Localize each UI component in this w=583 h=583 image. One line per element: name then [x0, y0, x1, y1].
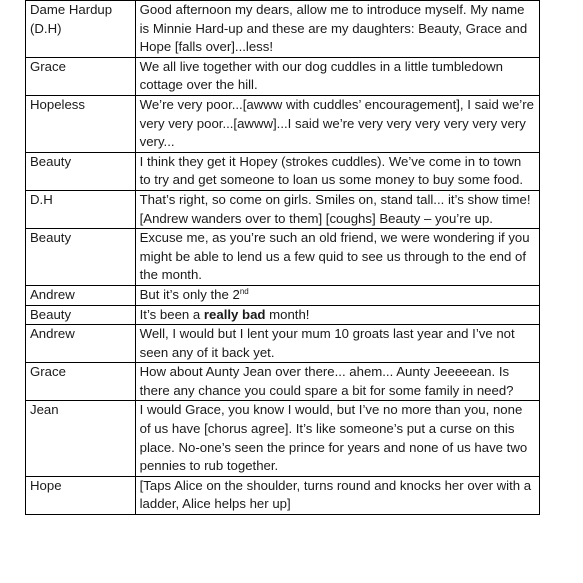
emphasis-text: really bad: [203, 306, 266, 322]
table-row: [26, 152, 540, 190]
speaker-name: Beauty: [26, 305, 136, 325]
table-row: [26, 1, 540, 58]
script-table: [25, 0, 540, 515]
dialogue-text: But it’s only the 2: [139, 286, 240, 302]
dialogue-line: [135, 305, 539, 325]
dialogue-line: We’re very poor...[awww with cuddles’ encouragement], I said we’re very very poor...[awww]...I said we’re very very very very very very very...: [135, 95, 539, 152]
table-row: [26, 285, 540, 305]
table-row: [26, 229, 540, 286]
dialogue-line: We all live together with our dog cuddles in a little tumbledown cottage over the hill.: [135, 57, 539, 95]
table-row: [26, 476, 540, 514]
dialogue-line: I think they get it Hopey (strokes cuddles). We’ve come in to town to try and get someone to loan us some money to buy some food.: [135, 152, 539, 190]
speaker-name: Beauty: [26, 152, 136, 190]
dialogue-line: That’s right, so come on girls. Smiles on, stand tall... it’s show time! [Andrew wanders over to them] [coughs] Beauty – you’re up.: [135, 190, 539, 228]
dialogue-line: Good afternoon my dears, allow me to introduce myself. My name is Minnie Hard-up and these are my daughters: Beauty, Grace and Hope [falls over]...less!: [135, 1, 539, 58]
dialogue-text: It’s been a: [139, 306, 204, 322]
dialogue-text: month!: [265, 306, 310, 322]
table-row: [26, 305, 540, 325]
speaker-name: D.H: [26, 190, 136, 228]
dialogue-line: Excuse me, as you’re such an old friend, we were wondering if you might be able to lend us a few quid to see us through to the end of the month.: [135, 229, 539, 286]
speaker-name: Andrew: [26, 325, 136, 363]
speaker-name: Hopeless: [26, 95, 136, 152]
table-row: [26, 190, 540, 228]
dialogue-line: How about Aunty Jean over there... ahem... Aunty Jeeeeean. Is there any chance you could spare a bit for some family in need?: [135, 363, 539, 401]
speaker-name: Beauty: [26, 229, 136, 286]
table-row: [26, 57, 540, 95]
speaker-name: Hope: [26, 476, 136, 514]
dialogue-line: Well, I would but I lent your mum 10 groats last year and I’ve not seen any of it back yet.: [135, 325, 539, 363]
speaker-name: Grace: [26, 363, 136, 401]
table-row: [26, 401, 540, 476]
table-row: [26, 95, 540, 152]
speaker-name: Andrew: [26, 285, 136, 305]
table-row: [26, 325, 540, 363]
table-row: [26, 363, 540, 401]
speaker-name: Jean: [26, 401, 136, 476]
speaker-name: Dame Hardup (D.H): [26, 1, 136, 58]
ordinal-suffix: nd: [239, 286, 249, 296]
speaker-name: Grace: [26, 57, 136, 95]
dialogue-line: [135, 285, 539, 305]
dialogue-line: I would Grace, you know I would, but I’ve no more than you, none of us have [chorus agree]. It’s like someone’s put a curse on this place. No-one’s seen the prince for years and none of us have two pennies to rub together.: [135, 401, 539, 476]
dialogue-line: [Taps Alice on the shoulder, turns round and knocks her over with a ladder, Alice helps her up]: [135, 476, 539, 514]
